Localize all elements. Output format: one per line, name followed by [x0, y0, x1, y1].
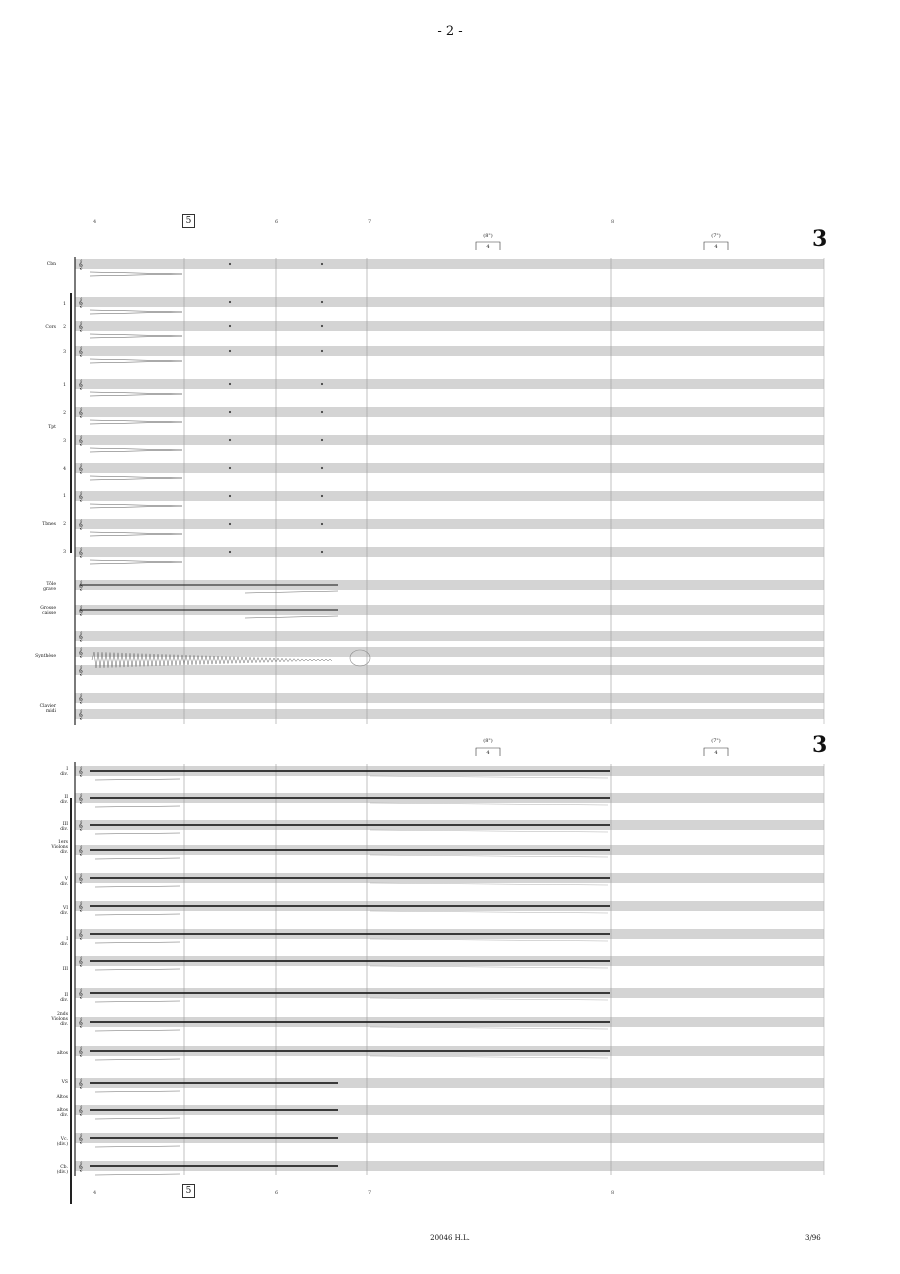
rest-dot — [229, 439, 231, 441]
string-label-15 — [30, 1165, 68, 1175]
hairpin — [90, 359, 182, 363]
rest-dot — [229, 411, 231, 413]
crescendo-line — [245, 591, 338, 593]
string-label-6-line-1: div. — [60, 942, 68, 947]
string-label-8-line-0: II — [64, 993, 68, 998]
clef: 𝄞 — [78, 874, 84, 884]
footer-measure-8: 8 — [611, 1190, 615, 1196]
footer-measure-4: 4 — [93, 1190, 97, 1196]
rest-dot — [229, 551, 231, 553]
measure-number-4: 4 — [93, 219, 97, 225]
string-label-1-line-1: div. — [60, 800, 68, 805]
decrescendo-line — [370, 855, 608, 857]
grosse-caisse-line-1: Grosse — [40, 606, 56, 611]
string-label-10 — [30, 1051, 68, 1056]
decrescendo-line — [370, 939, 608, 941]
duration-8s-lower: (8") — [483, 738, 493, 744]
string-label-12 — [30, 1095, 68, 1100]
label-horns: Cors — [45, 325, 56, 330]
clef: 𝄞 — [78, 1018, 84, 1028]
trumpet-num-2: 2 — [63, 411, 66, 416]
hairpin — [90, 334, 182, 338]
string-label-14-line-1: (div.) — [56, 1142, 68, 1147]
rest-dot — [321, 439, 323, 441]
decrescendo-line — [370, 911, 608, 913]
label-grosse-caisse — [18, 606, 56, 616]
rest-dot — [229, 383, 231, 385]
string-label-13-line-0: altos — [57, 1108, 68, 1113]
clef: 𝄞 — [78, 347, 84, 357]
horn-num-1: 1 — [63, 302, 66, 307]
hairpin — [90, 272, 182, 276]
string-label-2-line-1: div. — [60, 827, 68, 832]
string-label-9-line-1: Violons — [51, 1017, 68, 1022]
string-label-5-line-1: div. — [60, 911, 68, 916]
string-label-11-line-0: VS — [61, 1080, 68, 1085]
clavier-midi-line-1: Clavier — [39, 704, 56, 709]
string-label-6 — [30, 937, 68, 947]
string-label-2 — [30, 822, 68, 832]
trumpet-num-4: 4 — [63, 467, 66, 472]
string-label-11 — [30, 1080, 68, 1085]
hairpin — [90, 504, 182, 508]
label-tole-grave — [18, 582, 56, 592]
string-label-8-line-1: div. — [60, 998, 68, 1003]
trombone-num-1: 1 — [63, 494, 66, 499]
rest-dot — [321, 263, 323, 265]
rest-dot — [229, 301, 231, 303]
crescendo-line — [95, 833, 180, 834]
footer-rehearsal-5: 5 — [182, 1184, 195, 1198]
decrescendo-line — [370, 883, 608, 885]
duration-mark-lower-1: 4 — [486, 750, 490, 756]
duration-7s: (7") — [711, 233, 721, 239]
clef: 𝄞 — [78, 632, 84, 642]
hairpin — [90, 392, 182, 396]
clef: 𝄞 — [78, 794, 84, 804]
tole-grave-line-1: Tôle — [46, 582, 56, 587]
rest-dot — [321, 350, 323, 352]
string-label-8 — [30, 993, 68, 1003]
label-trombones: Tbnes — [42, 522, 56, 527]
label-oboe: Cbn — [46, 262, 56, 267]
hairpin — [90, 310, 182, 314]
rest-dot — [229, 467, 231, 469]
section-bracket — [70, 798, 72, 1204]
measure-number-8: 8 — [611, 219, 615, 225]
rest-dot — [321, 383, 323, 385]
clef: 𝄞 — [78, 260, 84, 270]
string-label-3-line-0: 1ers — [58, 840, 68, 845]
footer-page-ref: 3/96 — [805, 1234, 821, 1242]
crescendo-line — [95, 806, 180, 807]
crescendo-line — [95, 779, 180, 780]
string-label-3-line-2: div. — [60, 850, 68, 855]
clef: 𝄞 — [78, 666, 84, 676]
decrescendo-line — [370, 776, 608, 778]
hairpin — [90, 532, 182, 536]
decrescendo-line — [370, 966, 608, 968]
duration-mark-2: 4 — [714, 244, 718, 250]
clef: 𝄞 — [78, 957, 84, 967]
meter-3-lower: 3 — [812, 732, 828, 758]
string-label-0-line-1: div. — [60, 772, 68, 777]
string-label-15-line-1: (div.) — [56, 1170, 68, 1175]
string-label-4-line-1: div. — [60, 882, 68, 887]
clef: 𝄞 — [78, 767, 84, 777]
crescendo-line — [95, 1001, 180, 1002]
string-label-5 — [30, 906, 68, 916]
footer-catalog: 20046 H.L. — [430, 1234, 470, 1242]
clef: 𝄞 — [78, 1106, 84, 1116]
clef: 𝄞 — [78, 492, 84, 502]
rest-dot — [229, 495, 231, 497]
duration-7s-lower: (7") — [711, 738, 721, 744]
trombone-num-3: 3 — [63, 550, 66, 555]
clef: 𝄞 — [78, 821, 84, 831]
rest-dot — [229, 523, 231, 525]
rest-dot — [321, 523, 323, 525]
label-trumpets: Tpt — [48, 425, 56, 430]
string-label-0 — [30, 767, 68, 777]
crescendo-line — [95, 942, 180, 943]
string-label-9-line-2: div. — [60, 1022, 68, 1027]
crescendo-line — [95, 1059, 180, 1060]
string-label-15-line-0: Cb. — [60, 1165, 68, 1170]
string-label-7-line-0: III — [62, 967, 68, 972]
rest-dot — [229, 350, 231, 352]
crescendo-line — [245, 616, 338, 618]
clef: 𝄞 — [78, 1047, 84, 1057]
crescendo-line — [95, 1091, 180, 1092]
string-label-12-line-0: Altos — [56, 1095, 68, 1100]
clef: 𝄞 — [78, 464, 84, 474]
measure-number-6: 6 — [275, 219, 279, 225]
hairpin — [90, 476, 182, 480]
rehearsal-mark-5: 5 — [182, 214, 195, 228]
hairpin — [90, 448, 182, 452]
string-label-13 — [30, 1108, 68, 1118]
clef: 𝄞 — [78, 436, 84, 446]
clef: 𝄞 — [78, 1162, 84, 1172]
rest-dot — [321, 411, 323, 413]
hairpin — [90, 420, 182, 424]
clef: 𝄞 — [78, 902, 84, 912]
tole-grave-line-2: grave — [43, 587, 56, 592]
rest-dot — [229, 263, 231, 265]
clef: 𝄞 — [78, 930, 84, 940]
string-label-9 — [30, 1012, 68, 1027]
duration-8s: (8") — [483, 233, 493, 239]
rest-dot — [321, 551, 323, 553]
decrescendo-line — [370, 830, 608, 832]
grosse-caisse-line-2: caisse — [42, 611, 56, 616]
clef: 𝄞 — [78, 648, 84, 658]
clef: 𝄞 — [78, 380, 84, 390]
decrescendo-line — [370, 1027, 608, 1029]
string-label-4-line-0: V — [64, 877, 68, 882]
clef: 𝄞 — [78, 548, 84, 558]
meter-3-top: 3 — [812, 226, 828, 252]
decrescendo-line — [370, 998, 608, 1000]
page-number: - 2 - — [437, 24, 463, 39]
string-label-9-line-0: 2nds — [57, 1012, 68, 1017]
clef: 𝄞 — [78, 520, 84, 530]
trumpet-num-3: 3 — [63, 439, 66, 444]
label-clavier-midi — [18, 704, 56, 714]
crescendo-line — [95, 1030, 180, 1031]
measure-number-7: 7 — [368, 219, 372, 225]
string-label-13-line-1: div. — [60, 1113, 68, 1118]
footer-measure-6: 6 — [275, 1190, 279, 1196]
section-bracket — [70, 293, 72, 553]
duration-mark-lower-2: 4 — [714, 750, 718, 756]
rest-dot — [321, 301, 323, 303]
rest-dot — [321, 467, 323, 469]
string-label-2-line-0: III — [62, 822, 68, 827]
crescendo-line — [95, 969, 180, 970]
label-synthese: Synthèse — [35, 654, 56, 659]
string-label-3 — [30, 840, 68, 855]
decrescendo-line — [370, 803, 608, 805]
trumpet-num-1: 1 — [63, 383, 66, 388]
crescendo-line — [95, 1118, 180, 1119]
string-label-14-line-0: Vc. — [60, 1137, 68, 1142]
string-label-14 — [30, 1137, 68, 1147]
string-label-7 — [30, 967, 68, 972]
clef: 𝄞 — [78, 581, 84, 591]
footer-measure-7: 7 — [368, 1190, 372, 1196]
crescendo-line — [95, 858, 180, 859]
clef: 𝄞 — [78, 846, 84, 856]
clef: 𝄞 — [78, 606, 84, 616]
rest-dot — [321, 495, 323, 497]
crescendo-line — [95, 1174, 180, 1175]
horn-num-3: 3 — [63, 350, 66, 355]
clavier-midi-line-2: midi — [45, 709, 56, 714]
clef: 𝄞 — [78, 408, 84, 418]
string-label-4 — [30, 877, 68, 887]
string-label-6-line-0: I — [66, 937, 68, 942]
rest-dot — [229, 325, 231, 327]
clef: 𝄞 — [78, 710, 84, 720]
string-label-10-line-0: altos — [57, 1051, 68, 1056]
string-label-1-line-0: II — [64, 795, 68, 800]
horn-num-2: 2 — [63, 325, 66, 330]
crescendo-line — [95, 1146, 180, 1147]
string-label-5-line-0: VI — [62, 906, 68, 911]
string-label-3-line-1: Violons — [51, 845, 68, 850]
string-label-0-line-0: I — [66, 767, 68, 772]
crescendo-line — [95, 914, 180, 915]
string-label-1 — [30, 795, 68, 805]
trombone-num-2: 2 — [63, 522, 66, 527]
clef: 𝄞 — [78, 989, 84, 999]
clef: 𝄞 — [78, 1079, 84, 1089]
clef: 𝄞 — [78, 1134, 84, 1144]
rest-dot — [321, 325, 323, 327]
clef: 𝄞 — [78, 694, 84, 704]
hairpin — [90, 560, 182, 564]
crescendo-line — [95, 886, 180, 887]
decrescendo-line — [370, 1056, 608, 1058]
duration-mark-1: 4 — [486, 244, 490, 250]
clef: 𝄞 — [78, 298, 84, 308]
clef: 𝄞 — [78, 322, 84, 332]
